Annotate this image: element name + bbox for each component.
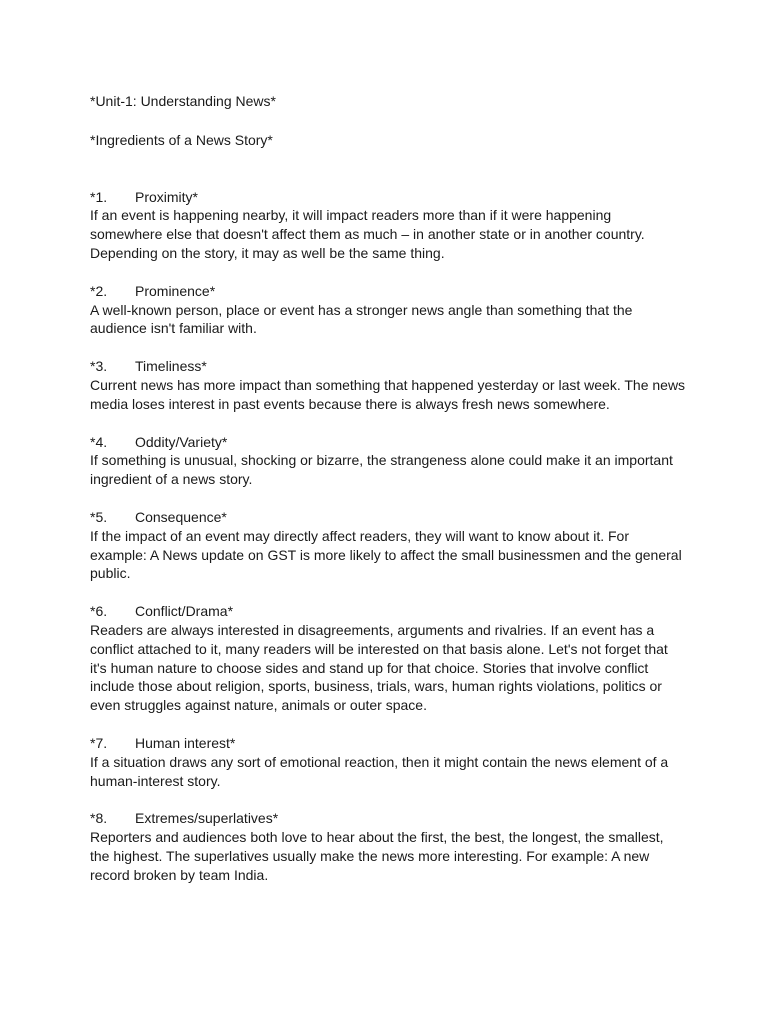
item-body-line: If an event is happening nearby, it will impact readers more than if it were happening <box>90 207 612 224</box>
item-body-line: If a situation draws any sort of emotional reaction, then it might contain the news element of a <box>90 753 669 770</box>
item-number: *8. <box>90 810 108 827</box>
item-body-line: audience isn't familiar with. <box>90 320 257 337</box>
item-body-line: record broken by team India. <box>90 866 269 883</box>
item-title: Oddity/Variety* <box>135 433 228 450</box>
item-body-line: include those about religion, sports, business, trials, wars, human rights violations, politics or <box>90 678 662 695</box>
item-body <box>90 753 680 791</box>
item-title: Proximity* <box>135 188 199 205</box>
unit-title: *Unit-1: Understanding News* <box>90 93 276 109</box>
item-body-line: even struggles against nature, animals or outer space. <box>90 697 427 714</box>
item-heading <box>90 508 678 527</box>
item-body-line: ingredient of a news story. <box>90 471 253 488</box>
item-number: *7. <box>90 734 108 751</box>
item-number: *3. <box>90 358 108 375</box>
item-body-line: example: A News update on GST is more likely to affect the small businessmen and the general <box>90 546 682 563</box>
item-body-line: Current news has more impact than something that happened yesterday or last week. The news <box>90 376 686 393</box>
list-item-oddity-variety <box>90 433 678 489</box>
section-title: *Ingredients of a News Story* <box>90 131 273 148</box>
item-number: *5. <box>90 508 108 525</box>
item-body <box>90 206 680 262</box>
item-body-line: A well-known person, place or event has a stronger news angle than something that the <box>90 301 633 318</box>
list-item-prominence <box>90 282 678 338</box>
item-body <box>90 527 680 583</box>
item-body-line: Depending on the story, it may as well be the same thing. <box>90 244 445 261</box>
item-body <box>90 451 680 489</box>
item-heading <box>90 602 678 621</box>
item-body <box>90 828 680 884</box>
item-number: *4. <box>90 433 108 450</box>
item-title: Timeliness* <box>135 358 207 375</box>
item-title: Prominence* <box>135 282 216 299</box>
list-item-consequence <box>90 508 682 583</box>
item-number: *6. <box>90 603 108 620</box>
item-body <box>90 621 680 715</box>
item-body-line: media loses interest in past events because there is always fresh news somewhere. <box>90 395 610 412</box>
item-body-line: Reporters and audiences both love to hear about the first, the best, the longest, the smallest, <box>90 829 664 846</box>
item-heading <box>90 188 678 207</box>
list-item-human-interest <box>90 734 678 790</box>
item-title: Extremes/superlatives* <box>135 810 279 827</box>
item-heading <box>90 357 678 376</box>
item-heading <box>90 282 678 301</box>
item-body-line: If something is unusual, shocking or bizarre, the strangeness alone could make it an important <box>90 452 673 469</box>
list-item-extremes-superlatives <box>90 809 678 884</box>
item-body-line: If the impact of an event may directly affect readers, they will want to know about it. For <box>90 527 629 544</box>
item-body-line: public. <box>90 565 131 582</box>
list-item-timeliness <box>90 357 686 413</box>
item-body-line: it's human nature to choose sides and stand up for that choice. Stories that involve conflict <box>90 659 649 676</box>
item-body-line: the highest. The superlatives usually make the news more interesting. For example: A new <box>90 847 650 864</box>
item-title: Consequence* <box>135 508 227 525</box>
item-title: Conflict/Drama* <box>135 603 234 620</box>
item-heading <box>90 734 678 753</box>
item-body <box>90 301 680 339</box>
item-body-line: somewhere else that doesn't affect them as much – in another state or in another country. <box>90 226 645 243</box>
item-heading <box>90 433 678 452</box>
item-body-line: Readers are always interested in disagreements, arguments and rivalries. If an event has a <box>90 621 655 638</box>
list-item-proximity <box>90 188 678 263</box>
list-item-conflict-drama <box>90 602 678 715</box>
item-body-line: human-interest story. <box>90 772 221 789</box>
item-number: *1. <box>90 188 108 205</box>
item-body <box>90 376 686 414</box>
item-body-line: conflict attached to it, many readers will be interested on that basis alone. Let's not forget that <box>90 640 668 657</box>
item-title: Human interest* <box>135 734 236 751</box>
item-number: *2. <box>90 282 108 299</box>
item-heading <box>90 809 678 828</box>
